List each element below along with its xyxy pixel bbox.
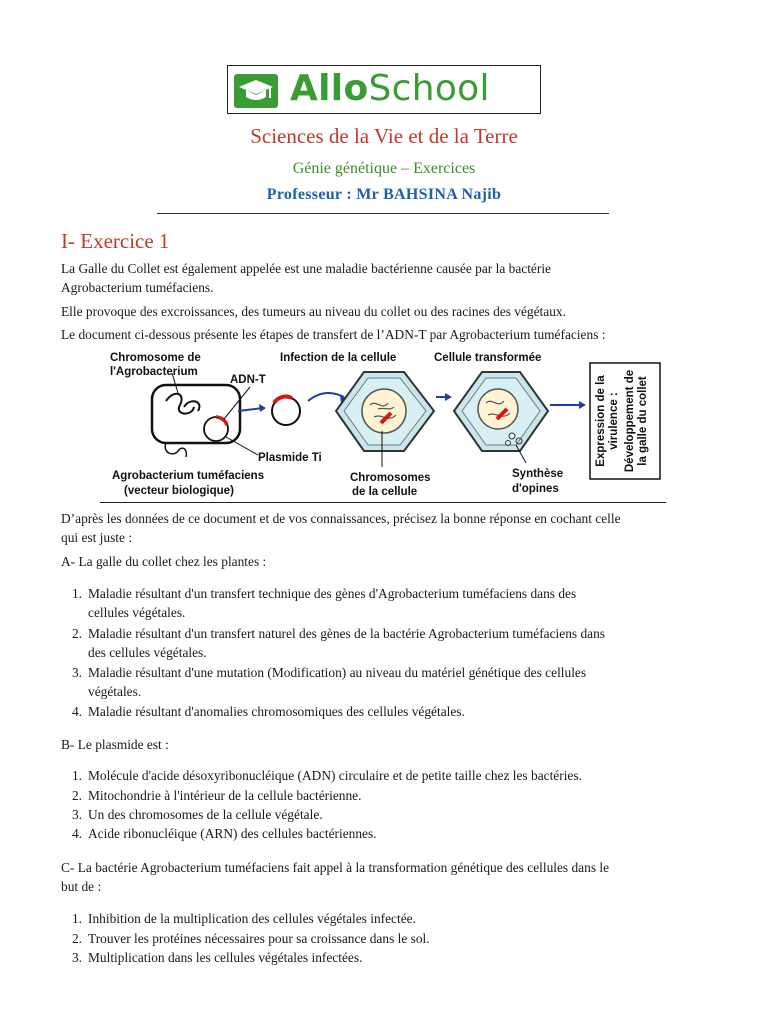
- option-text: Molécule d'acide désoxyribonucléique (ADN) circulaire et de petite taille chez les bactéries.: [88, 768, 582, 783]
- option-text: [88, 663, 698, 701]
- question-c-label-line-2: but de :: [61, 879, 102, 894]
- logo-brand-regular: School: [368, 68, 490, 109]
- chapter-title: Génie génétique – Exercices: [292, 160, 476, 177]
- box-label-4: la galle du collet: [637, 376, 649, 466]
- label-synth-1: Synthèse: [512, 468, 564, 480]
- option-number: 1.: [71, 768, 82, 783]
- label-plasmid: Plasmide Ti: [258, 452, 322, 464]
- option-number: 2.: [71, 788, 82, 803]
- label-transformed: Cellule transformée: [434, 352, 542, 364]
- instruction-line-1: D’après les données de ce document et de vos connaissances, précisez la bonne réponse en cochant celle: [61, 511, 621, 526]
- intro-paragraph-3: Le document ci-dessous présente les étapes de transfert de l’ADN-T par Agrobacterium tuméfaciens :: [61, 327, 606, 342]
- box-label-1: Expression de la: [595, 375, 607, 467]
- instruction-line-2: qui est juste :: [61, 530, 133, 545]
- option-number: 3.: [71, 950, 82, 965]
- label-synth-2: d'opines: [512, 483, 559, 495]
- intro-paragraph-1-line-2: Agrobacterium tuméfaciens.: [61, 280, 214, 295]
- label-chromosome-2: l'Agrobacterium: [110, 366, 198, 378]
- option-number: 1.: [71, 911, 82, 926]
- label-infection: Infection de la cellule: [280, 352, 397, 364]
- question-a-label: A- La galle du collet chez les plantes :: [61, 554, 267, 569]
- arrow-4-head: [579, 401, 586, 409]
- header-divider: [157, 213, 609, 214]
- option-text: Maladie résultant d'anomalies chromosomiques des cellules végétales.: [88, 704, 465, 719]
- intro-paragraph-2: Elle provoque des excroissances, des tumeurs au niveau du collet ou des racines des végétaux.: [61, 304, 566, 319]
- option-text-line-2: végétales.: [88, 684, 142, 699]
- box-label-2: virulence :: [608, 392, 620, 450]
- plant-cell-nucleus-2: [478, 389, 518, 429]
- option-text: Multiplication dans les cellules végétales infectées.: [88, 950, 363, 965]
- graduation-cap-icon: [234, 74, 278, 108]
- arrow-1: [238, 408, 263, 411]
- option-number: 3.: [71, 665, 82, 680]
- bacterium-flagellum: [165, 443, 186, 457]
- box-label-3: Développement de: [624, 369, 636, 473]
- intro-paragraph-1-line-1: La Galle du Collet est également appelée est une maladie bactérienne causée par la bactérie: [61, 261, 551, 276]
- option-text: Trouver les protéines nécessaires pour sa croissance dans le sol.: [88, 931, 430, 946]
- question-c-label-line-1: C- La bactérie Agrobacterium tuméfaciens fait appel à la transformation génétique des cellules dans le: [61, 860, 610, 875]
- option-text: Inhibition de la multiplication des cellules végétales infectée.: [88, 911, 416, 926]
- logo-wordmark: [290, 68, 490, 110]
- label-chromosome-1: Chromosome de: [110, 352, 201, 364]
- option-text: [88, 584, 698, 622]
- label-agro-1: Agrobacterium tuméfaciens: [112, 470, 265, 482]
- label-agro-2: (vecteur biologique): [124, 485, 234, 497]
- option-text: [88, 624, 698, 662]
- option-text-line-2: des cellules végétales.: [88, 645, 207, 660]
- label-adn-t: ADN-T: [230, 374, 266, 386]
- alloschool-logo[interactable]: [227, 65, 541, 114]
- label-chromo-cell-1: Chromosomes: [350, 472, 431, 484]
- option-text: Mitochondrie à l'intérieur de la cellule bactérienne.: [88, 788, 362, 803]
- option-text-line-1: Maladie résultant d'un transfert technique des gènes d'Agrobacterium tuméfaciens dans des: [88, 586, 577, 601]
- option-number: 4.: [71, 704, 82, 719]
- adn-t-transfer-figure: [100, 345, 666, 503]
- figure-baseline: [100, 502, 666, 503]
- option-number: 3.: [71, 807, 82, 822]
- label-chromo-cell-2: de la cellule: [352, 486, 418, 498]
- logo-brand-bold: Allo: [290, 68, 369, 109]
- exercise-title: I- Exercice 1: [61, 229, 170, 253]
- option-number: 4.: [71, 826, 82, 841]
- option-text: Acide ribonucléique (ARN) des cellules bactériennes.: [88, 826, 377, 841]
- plant-cell-nucleus-1: [362, 389, 406, 433]
- teacher-name: Professeur : Mr BAHSINA Najib: [266, 186, 502, 203]
- subject-title: Sciences de la Vie et de la Terre: [250, 124, 518, 148]
- option-text-line-1: Maladie résultant d'une mutation (Modification) au niveau du matériel génétique des cellules: [88, 665, 587, 680]
- option-text-line-1: Maladie résultant d'un transfert naturel des gènes de la bactérie Agrobacterium tuméfaciens dans: [88, 626, 606, 641]
- option-number: 2.: [71, 626, 82, 641]
- arrow-3-head: [445, 393, 452, 401]
- question-b-label: B- Le plasmide est :: [61, 737, 169, 752]
- arrow-2: [308, 393, 344, 401]
- option-text-line-2: cellules végétales.: [88, 605, 186, 620]
- arrow-1-head: [259, 404, 266, 412]
- leader-plasmid: [226, 437, 258, 455]
- option-text: Un des chromosomes de la cellule végétale.: [88, 807, 323, 822]
- option-number: 2.: [71, 931, 82, 946]
- option-number: 1.: [71, 586, 82, 601]
